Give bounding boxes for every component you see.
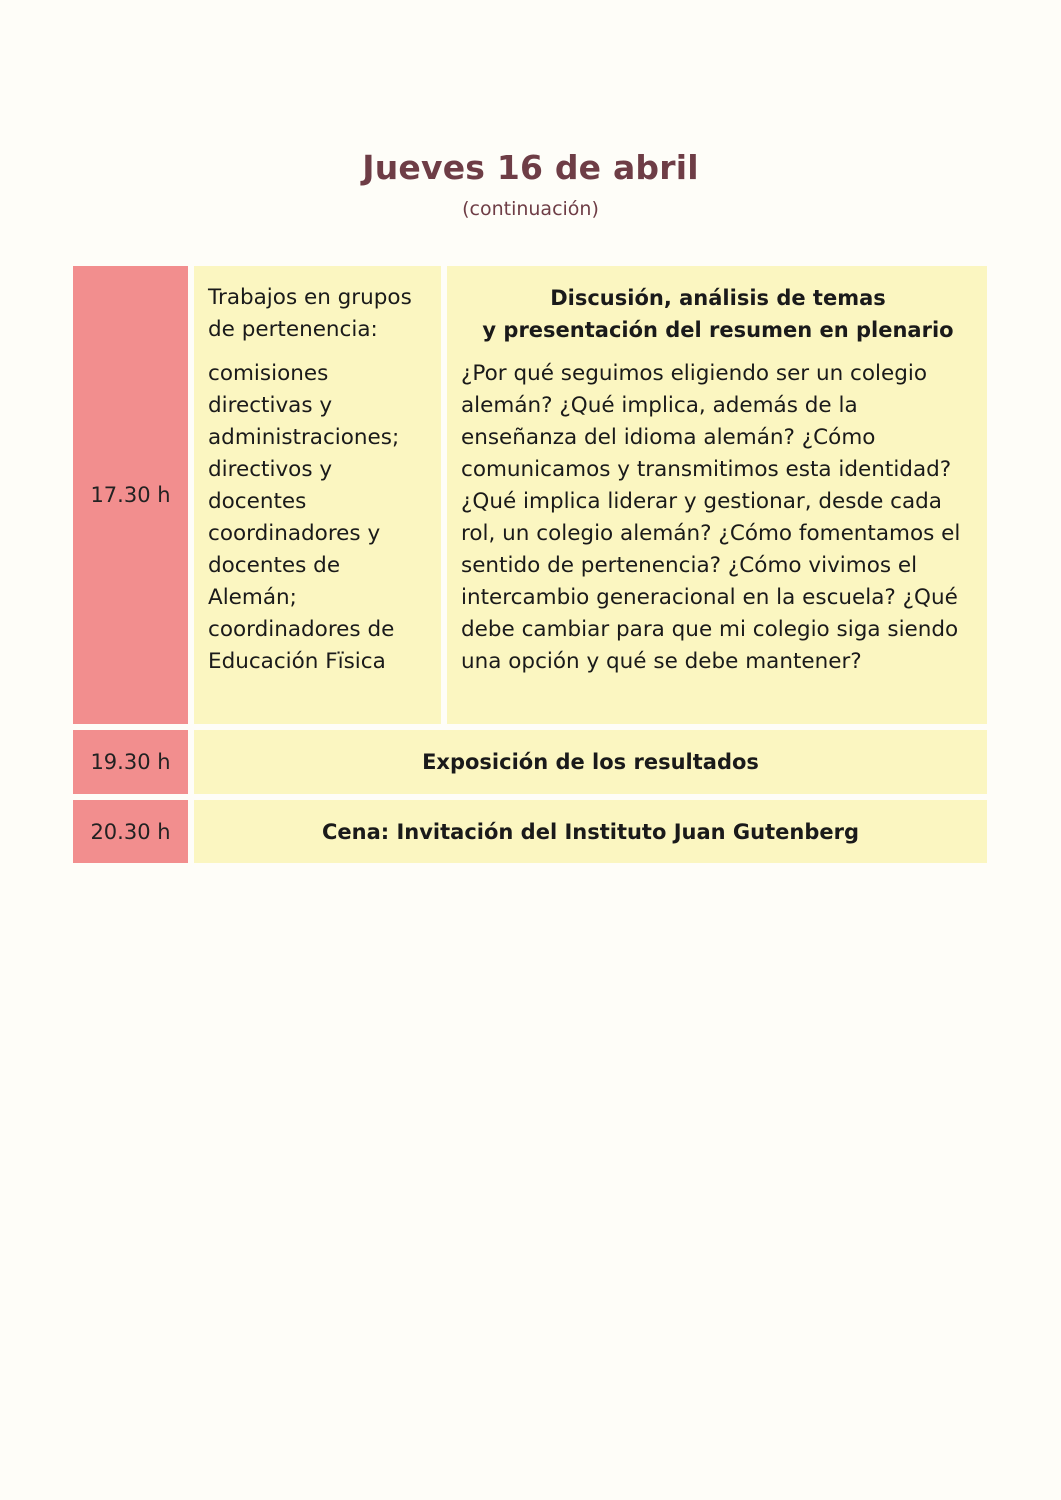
page-title: Jueves 16 de abril bbox=[362, 148, 699, 187]
dinner-cell bbox=[194, 800, 987, 863]
groups-cell bbox=[194, 266, 441, 724]
discussion-heading-line1: Discusión, análisis de temas bbox=[550, 286, 886, 310]
time-cell-2030 bbox=[73, 800, 188, 863]
discussion-heading-line2: y presentación del resumen en plenario bbox=[482, 318, 954, 342]
dinner-title: Cena: Invitación del Instituto Juan Gutenberg bbox=[321, 819, 859, 844]
groups-intro: Trabajos en grupos de pertenencia: bbox=[208, 285, 412, 342]
page-subtitle: (continuación) bbox=[462, 198, 599, 220]
groups-list: comisiones directivas y administraciones; directivos y docentes coordinadores y docentes de Alemán; coordinadores de Educación Fïsica bbox=[208, 361, 400, 674]
time-label: 20.30 h bbox=[90, 819, 171, 844]
discussion-cell bbox=[447, 266, 987, 724]
time-cell-1730 bbox=[73, 266, 188, 724]
time-label: 17.30 h bbox=[90, 483, 171, 507]
results-cell bbox=[194, 730, 987, 794]
discussion-questions: ¿Por qué seguimos eligiendo ser un colegio alemán? ¿Qué implica, además de la enseñanza del idioma alemán? ¿Cómo comunicamos y transmitimos esta identidad? ¿Qué implica liderar y gestionar, desde cada rol, un colegio alemán? ¿Cómo fomentamos el sentido de pertenencia? ¿Cómo vivimos el intercambio generacional en la escuela? ¿Qué debe cambiar para que mi colegio siga siendo una opción y qué se debe mantener? bbox=[461, 361, 961, 674]
time-label: 19.30 h bbox=[90, 750, 171, 774]
results-title: Exposición de los resultados bbox=[422, 750, 759, 774]
time-cell-1930 bbox=[73, 730, 188, 794]
